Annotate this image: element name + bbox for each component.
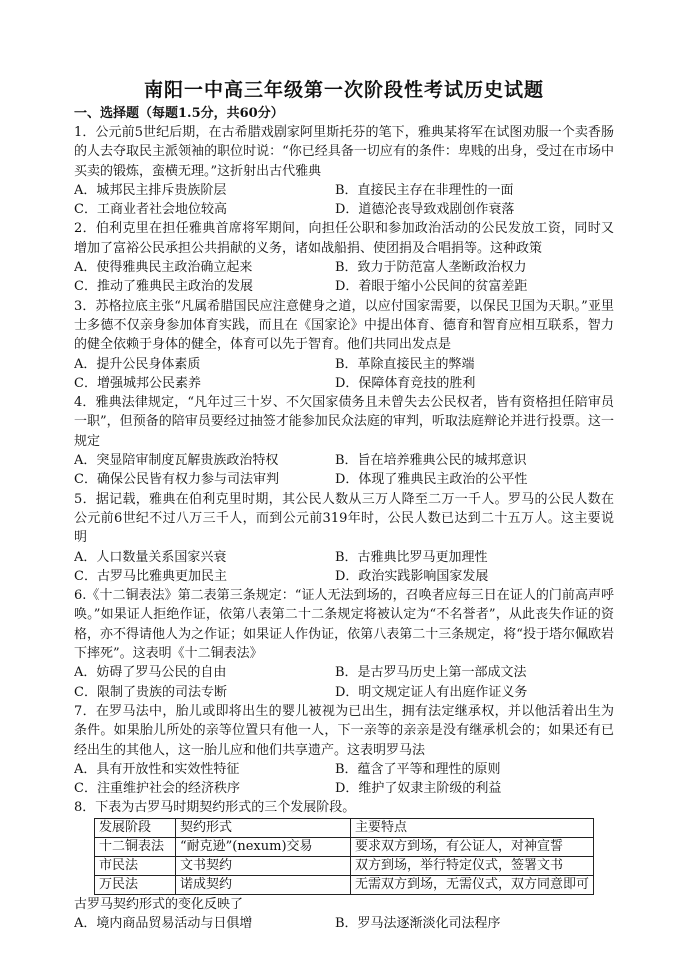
question-stem: 3．苏格拉底主张“凡属希腊国民应注意健身之道，以应付国家需要，以保民卫国为天职。”亚里士多德不仅亲身参加体育实践，而且在《国家论》中提出体育、德育和智育应相互联系，智力的健全依赖于身体的健全，体育可以先于智育。他们共同出发点是 bbox=[74, 298, 614, 353]
table-cell: 双方到场，举行特定仪式，签署文书 bbox=[351, 856, 594, 875]
option: D．维护了奴隶主阶级的利益 bbox=[335, 781, 502, 797]
option: B．古雅典比罗马更加理性 bbox=[335, 549, 488, 565]
option: C．推动了雅典民主政治的发展 bbox=[74, 279, 253, 295]
question-stem: 1．公元前5世纪后期，在古希腊戏剧家阿里斯托芬的笔下，雅典某将军在试图劝服一个卖香肠的人去夺取民主派领袖的职位时说：“你已经具备一切应有的条件：卑贱的出身，受过在市场中买卖的锻炼，蛮横无理。”这折射出古代雅典 bbox=[74, 125, 614, 179]
option: C．注重维护社会的经济秩序 bbox=[74, 781, 240, 797]
table-row bbox=[95, 875, 594, 894]
table-cell: 万民法 bbox=[95, 875, 176, 894]
option: D．保障体育竞技的胜利 bbox=[335, 375, 476, 391]
table-cell: 文书契约 bbox=[176, 856, 351, 875]
option: B．致力于防范富人垄断政治权力 bbox=[335, 260, 527, 276]
option: A．城邦民主排斥贵族阶层 bbox=[74, 182, 227, 198]
exam-page bbox=[74, 78, 614, 933]
table-header-row bbox=[95, 818, 594, 837]
question-stem: 6.《十二铜表法》第二表第三条规定：“证人无法到场的，召唤者应每三日在证人的门前高声呼唤。”如果证人拒绝作证，依第八表第二十二条规定将被认定为“不名誉者”，从此丧失作证的资格，亦不得请他人为之作证；如果证人作伪证，依第八表第二十三条规定，将“投于塔尔佩欧岩下摔死”。这表明《十二铜表法》 bbox=[74, 588, 614, 662]
option: D．道德沦丧导致戏剧创作衰落 bbox=[335, 202, 515, 218]
option: B．蕴含了平等和理性的原则 bbox=[335, 761, 501, 777]
option: B．革除直接民主的弊端 bbox=[335, 356, 475, 372]
page-title: 南阳一中高三年级第一次阶段性考试历史试题 bbox=[143, 79, 544, 101]
option: B．是古罗马历史上第一部成文法 bbox=[335, 665, 527, 681]
options-grid bbox=[74, 548, 614, 587]
table-cell: 市民法 bbox=[95, 856, 176, 875]
table-header: 主要特点 bbox=[351, 818, 594, 837]
options-grid bbox=[74, 355, 614, 394]
question-stem: 5．据记载，雅典在伯利克里时期，其公民人数从三万人降至二万一千人。罗马的公民人数在公元前6世纪不过八万三千人，而到公元前319年时，公民人数已达到二十五万人。这主要说明 bbox=[74, 491, 614, 546]
question-stem: 4．雅典法律规定，“凡年过三十岁、不欠国家债务且未曾失去公民权者，皆有资格担任陪审员一职”，但预备的陪审员要经过抽签才能参加民众法庭的审判，听取法庭辩论并进行投票。这一规定 bbox=[74, 395, 614, 449]
options-grid bbox=[74, 451, 614, 490]
table-header: 发展阶段 bbox=[95, 818, 176, 837]
option: A．妨碍了罗马公民的自由 bbox=[74, 665, 227, 681]
option: A．突显陪审制度瓦解贵族政治特权 bbox=[74, 453, 279, 469]
option: B．罗马法逐渐淡化司法程序 bbox=[335, 915, 501, 931]
table-row bbox=[95, 837, 594, 856]
option: D．着眼于缩小公民间的贫富差距 bbox=[335, 279, 528, 295]
option: C．限制了贵族的司法专断 bbox=[74, 684, 227, 700]
table-cell: 诺成契约 bbox=[176, 875, 351, 894]
contract-table bbox=[94, 818, 594, 895]
options-grid bbox=[74, 760, 614, 799]
options-grid bbox=[74, 663, 614, 702]
table-header: 契约形式 bbox=[176, 818, 351, 837]
table-cell: “耐克逊”(nexum)交易 bbox=[176, 837, 351, 856]
option: C．工商业者社会地位较高 bbox=[74, 202, 227, 218]
option: C．确保公民皆有权力参与司法审判 bbox=[74, 472, 279, 488]
option: A．境内商品贸易活动与日俱增 bbox=[74, 915, 253, 931]
options-grid bbox=[74, 258, 614, 297]
option: A．使得雅典民主政治确立起来 bbox=[74, 260, 253, 276]
option: D．政治实践影响国家发展 bbox=[335, 568, 489, 584]
option: D．体现了雅典民主政治的公平性 bbox=[335, 472, 528, 488]
option: D．明文规定证人有出庭作证义务 bbox=[335, 684, 528, 700]
option: C．古罗马比雅典更加民主 bbox=[74, 568, 227, 584]
option: A．具有开放性和实效性特征 bbox=[74, 761, 240, 777]
option: A．提升公民身体素质 bbox=[74, 356, 201, 372]
options-grid bbox=[74, 181, 614, 220]
option: A．人口数量关系国家兴衰 bbox=[74, 549, 227, 565]
question-stem: 2．伯利克里在担任雅典首席将军期间，向担任公职和参加政治活动的公民发放工资，同时又增加了富裕公民承担公共捐献的义务，诸如战船捐、使团捐及合唱捐等。这种政策 bbox=[74, 221, 614, 256]
option: B．旨在培养雅典公民的城邦意识 bbox=[335, 453, 527, 469]
section-heading: 一、选择题（每题1.5分，共60分） bbox=[74, 106, 284, 121]
question-stem: 7．在罗马法中，胎儿或即将出生的婴儿被视为已出生，拥有法定继承权，并以他活着出生为条件。如果胎儿所处的亲等位置只有他一人，下一亲等的亲亲是没有继承机会的；如果还有已经出生的其他人，这一胎儿应和他们共享遗产。这表明罗马法 bbox=[74, 703, 614, 758]
table-cell: 十二铜表法 bbox=[95, 837, 176, 856]
question-followup: 古罗马契约形式的变化反映了 bbox=[74, 896, 244, 912]
options-grid bbox=[74, 914, 614, 933]
option: C．增强城邦公民素养 bbox=[74, 375, 201, 391]
question-stem: 8．下表为古罗马时期契约形式的三个发展阶段。 bbox=[74, 800, 356, 816]
table-cell: 无需双方到场，无需仪式，双方同意即可 bbox=[351, 875, 594, 894]
table-cell: 要求双方到场，有公证人，对神宣誓 bbox=[351, 837, 594, 856]
option: B．直接民主存在非理性的一面 bbox=[335, 182, 514, 198]
table-row bbox=[95, 856, 594, 875]
